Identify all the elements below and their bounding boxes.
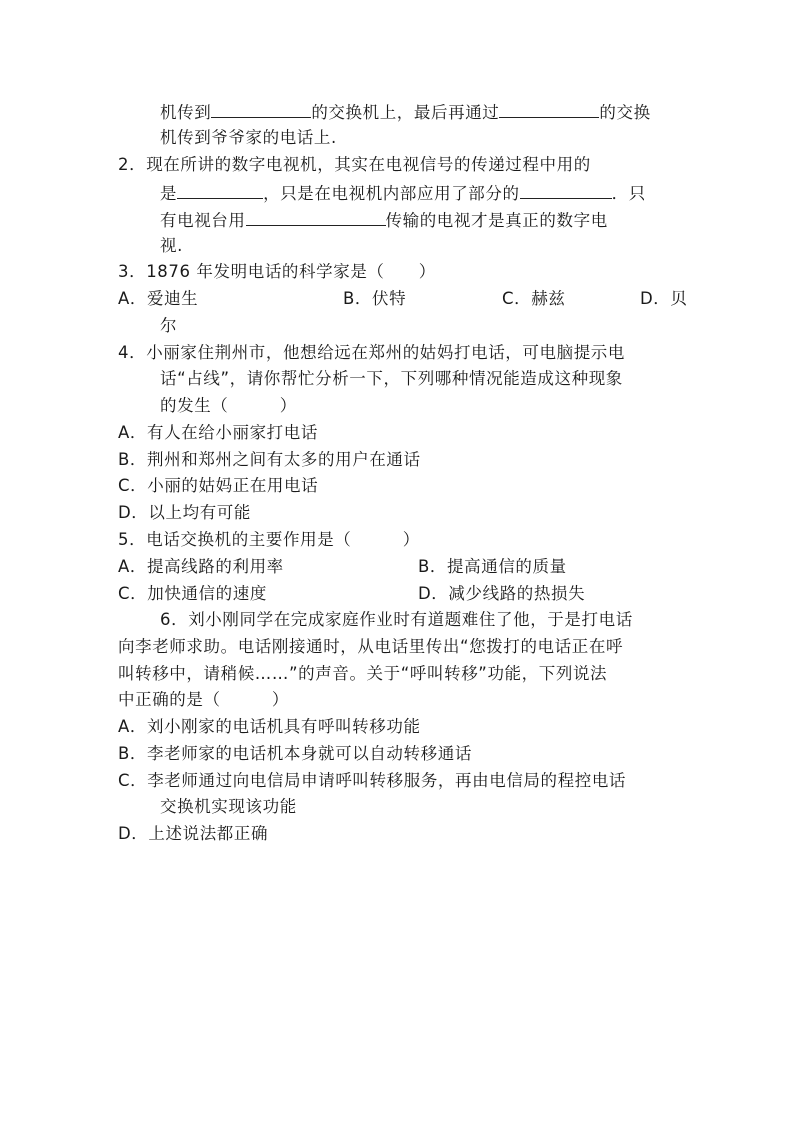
q4-line-3: 的发生（ ） <box>160 396 297 415</box>
q1-text-c: 的交换 <box>599 103 651 122</box>
q6-option-c-wrap: 交换机实现该功能 <box>160 797 297 816</box>
q1-line-2: 机传到爷爷家的电话上. <box>160 128 337 147</box>
q5-option-a[interactable]: A．提高线路的利用率 <box>118 557 284 576</box>
q3-option-a[interactable]: A．爱迪生 <box>118 289 199 308</box>
q2-line-2 <box>160 182 646 204</box>
q6-line-2: 向李老师求助。电话刚接通时，从电话里传出“您拨打的电话正在呼 <box>118 637 624 656</box>
q3-option-d[interactable]: D．贝 <box>640 289 688 308</box>
q2-line-1: 2．现在所讲的数字电视机，其实在电视信号的传递过程中用的 <box>118 155 591 174</box>
q1-text-b: 的交换机上，最后再通过 <box>311 103 500 122</box>
q6-line-4: 中正确的是（ ） <box>118 690 289 709</box>
q2-text-c: ．只 <box>611 184 646 203</box>
q1-line-1 <box>160 101 651 123</box>
q1-text-a: 机传到 <box>160 103 212 122</box>
q1-blank-2[interactable] <box>499 101 599 118</box>
q2-blank-1[interactable] <box>177 182 263 199</box>
q4-line-1: 4．小丽家住荆州市，他想给远在郑州的姑妈打电话，可电脑提示电 <box>118 343 625 362</box>
q2-text-e: 传输的电视才是真正的数字电 <box>385 211 608 230</box>
q5-option-b[interactable]: B．提高通信的质量 <box>418 557 567 576</box>
q6-line-1: 6．刘小刚同学在完成家庭作业时有道题难住了他，于是打电话 <box>160 610 633 629</box>
q6-option-c[interactable]: C．李老师通过向电信局申请呼叫转移服务，再由电信局的程控电话 <box>118 771 627 790</box>
q6-option-a[interactable]: A．刘小刚家的电话机具有呼叫转移功能 <box>118 717 421 736</box>
q5-option-d[interactable]: D．减少线路的热损失 <box>418 584 586 603</box>
q4-option-b[interactable]: B．荆州和郑州之间有太多的用户在通话 <box>118 450 421 469</box>
q2-line-4: 视. <box>160 236 183 255</box>
q2-blank-3[interactable] <box>246 209 386 226</box>
q3-option-c[interactable]: C．赫兹 <box>502 289 566 308</box>
q6-option-d[interactable]: D．上述说法都正确 <box>118 824 269 843</box>
q4-line-2: 话“占线”，请你帮忙分析一下，下列哪种情况能造成这种现象 <box>160 369 623 388</box>
q6-option-b[interactable]: B．李老师家的电话机本身就可以自动转移通话 <box>118 744 472 763</box>
q2-text-d: 有电视台用 <box>160 211 246 230</box>
q2-text-a: 是 <box>160 184 178 203</box>
q4-option-c[interactable]: C．小丽的姑妈正在用电话 <box>118 476 319 495</box>
q2-line-3 <box>160 209 608 231</box>
q3-stem: 3．1876 年发明电话的科学家是（ ） <box>118 262 436 281</box>
q1-blank-1[interactable] <box>211 101 311 118</box>
q3-option-d-wrap: 尔 <box>160 316 178 335</box>
q5-option-c[interactable]: C．加快通信的速度 <box>118 584 267 603</box>
q5-stem: 5．电话交换机的主要作用是（ ） <box>118 530 420 549</box>
q4-option-a[interactable]: A．有人在给小丽家打电话 <box>118 423 318 442</box>
q3-option-b[interactable]: B．伏特 <box>343 289 407 308</box>
q6-line-3: 叫转移中，请稍候……”的声音。关于“呼叫转移”功能，下列说法 <box>118 664 608 683</box>
q2-text-b: ，只是在电视机内部应用了部分的 <box>263 184 520 203</box>
q2-blank-2[interactable] <box>520 182 612 199</box>
q4-option-d[interactable]: D．以上均有可能 <box>118 503 252 522</box>
